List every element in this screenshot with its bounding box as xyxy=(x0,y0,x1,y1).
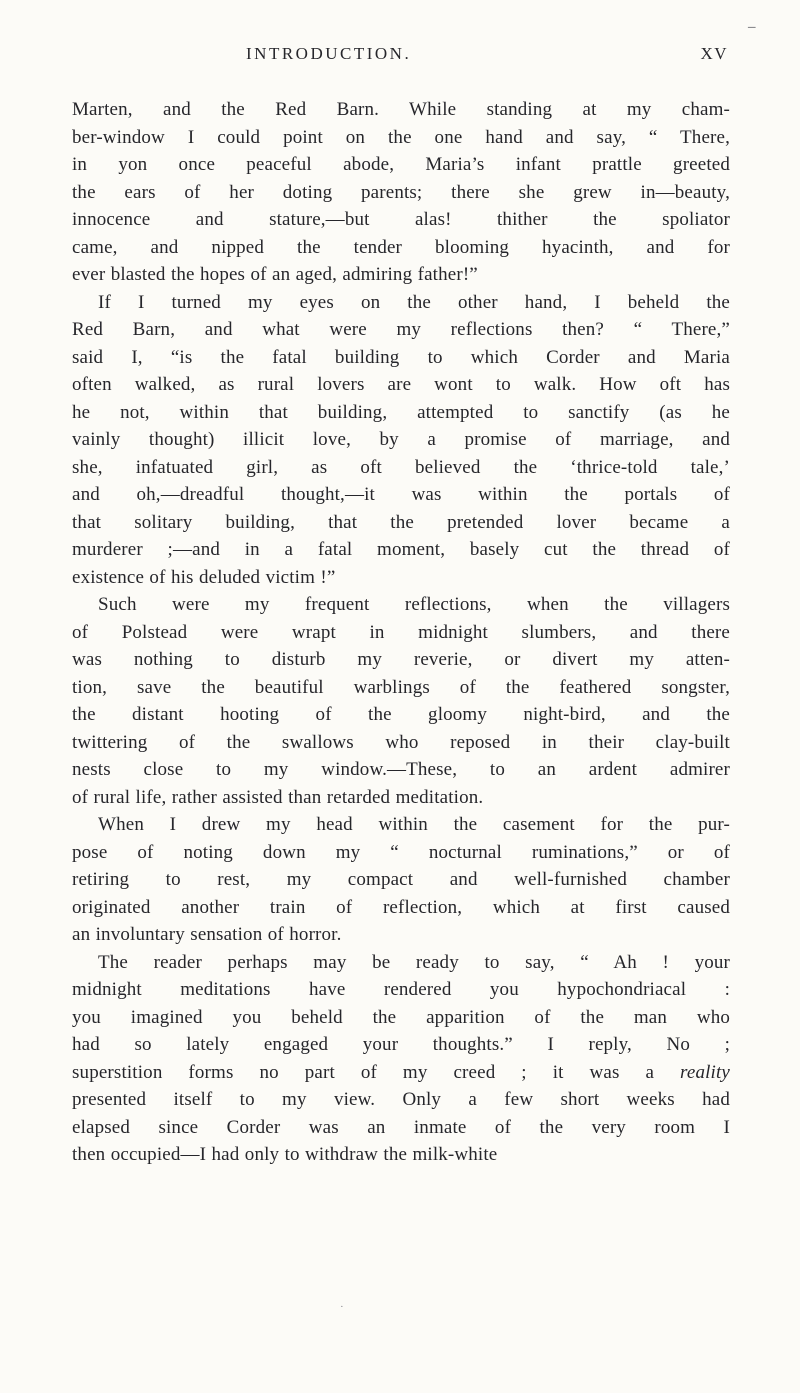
text-line: had so lately engaged your thoughts.” I reply, No ; xyxy=(72,1034,730,1055)
text-line: If I turned my eyes on the other hand, I beheld the xyxy=(98,291,730,313)
text-line: When I drew my head within the casement for the pur- xyxy=(98,814,730,835)
text-line: retiring to rest, my compact and well-furnished chamber xyxy=(72,869,730,890)
paragraph xyxy=(72,811,730,949)
text-line: of rural life, rather assisted than retarded meditation. xyxy=(72,786,484,808)
text-line: ber-window I could point on the one hand and say, “ There, xyxy=(72,126,730,148)
text-line: came, and nipped the tender blooming hyacinth, and for xyxy=(72,236,730,258)
running-header xyxy=(72,44,730,74)
text-line: originated another train of reflection, which at first caused xyxy=(72,896,730,918)
text-line: innocence and stature,—but alas! thither the spoliator xyxy=(72,209,730,230)
text-line: murderer ;—and in a fatal moment, basely cut the thread of xyxy=(72,539,730,560)
page-title: INTRODUCTION. xyxy=(246,44,412,63)
text-line: vainly thought) illicit love, by a promise of marriage, and xyxy=(72,429,730,450)
text-line: he not, within that building, attempted to sanctify (as he xyxy=(72,401,730,423)
text-line: was nothing to disturb my reverie, or divert my atten- xyxy=(72,649,730,670)
text-line: nests close to my window.—These, to an ardent admirer xyxy=(72,759,730,780)
paragraph xyxy=(72,289,730,592)
paragraph xyxy=(72,96,730,289)
page-number: XV xyxy=(700,44,728,63)
text-line: the ears of her doting parents; there she grew in—beauty, xyxy=(72,181,730,203)
print-artifact-top-right: – xyxy=(748,19,756,35)
text-line: existence of his deluded victim !” xyxy=(72,566,336,588)
text-line: in yon once peaceful abode, Maria’s infant prattle greeted xyxy=(72,154,730,175)
text-line: the distant hooting of the gloomy night-bird, and the xyxy=(72,704,730,725)
text-block xyxy=(72,96,730,1169)
text-line: an involuntary sensation of horror. xyxy=(72,924,342,945)
text-line: midnight meditations have rendered you hypochondriacal : xyxy=(72,979,730,1000)
text-line: she, infatuated girl, as oft believed the ‘thrice-told tale,’ xyxy=(72,456,730,478)
paragraph xyxy=(72,949,730,1169)
text-line: then occupied—I had only to withdraw the milk-white xyxy=(72,1144,498,1165)
text-line: Red Barn, and what were my reflections then? “ There,” xyxy=(72,319,730,340)
text-line: superstition forms no part of my creed ; it was a reality xyxy=(72,1061,730,1083)
text-line: that solitary building, that the pretended lover became a xyxy=(72,511,730,533)
text-line: Such were my frequent reflections, when the villagers xyxy=(98,594,730,615)
text-line: you imagined you beheld the apparition of the man who xyxy=(72,1006,730,1028)
text-line: of Polstead were wrapt in midnight slumbers, and there xyxy=(72,621,730,643)
text-line: ever blasted the hopes of an aged, admiring father!” xyxy=(72,264,478,285)
text-line: pose of noting down my “ nocturnal ruminations,” or of xyxy=(72,841,730,863)
text-line: elapsed since Corder was an inmate of the very room I xyxy=(72,1116,730,1138)
text-line: presented itself to my view. Only a few short weeks had xyxy=(72,1089,730,1110)
text-line: The reader perhaps may be ready to say, “ Ah ! your xyxy=(98,951,730,973)
text-line: tion, save the beautiful warblings of the feathered songster, xyxy=(72,676,730,698)
text-line: and oh,—dreadful thought,—it was within the portals of xyxy=(72,484,730,505)
text-line: twittering of the swallows who reposed in their clay-built xyxy=(72,731,730,753)
text-line: said I, “is the fatal building to which Corder and Maria xyxy=(72,346,730,368)
paragraph xyxy=(72,591,730,811)
text-line: Marten, and the Red Barn. While standing at my cham- xyxy=(72,99,730,120)
text-line: often walked, as rural lovers are wont to walk. How oft has xyxy=(72,374,730,395)
print-artifact-bottom: · xyxy=(340,1301,344,1313)
